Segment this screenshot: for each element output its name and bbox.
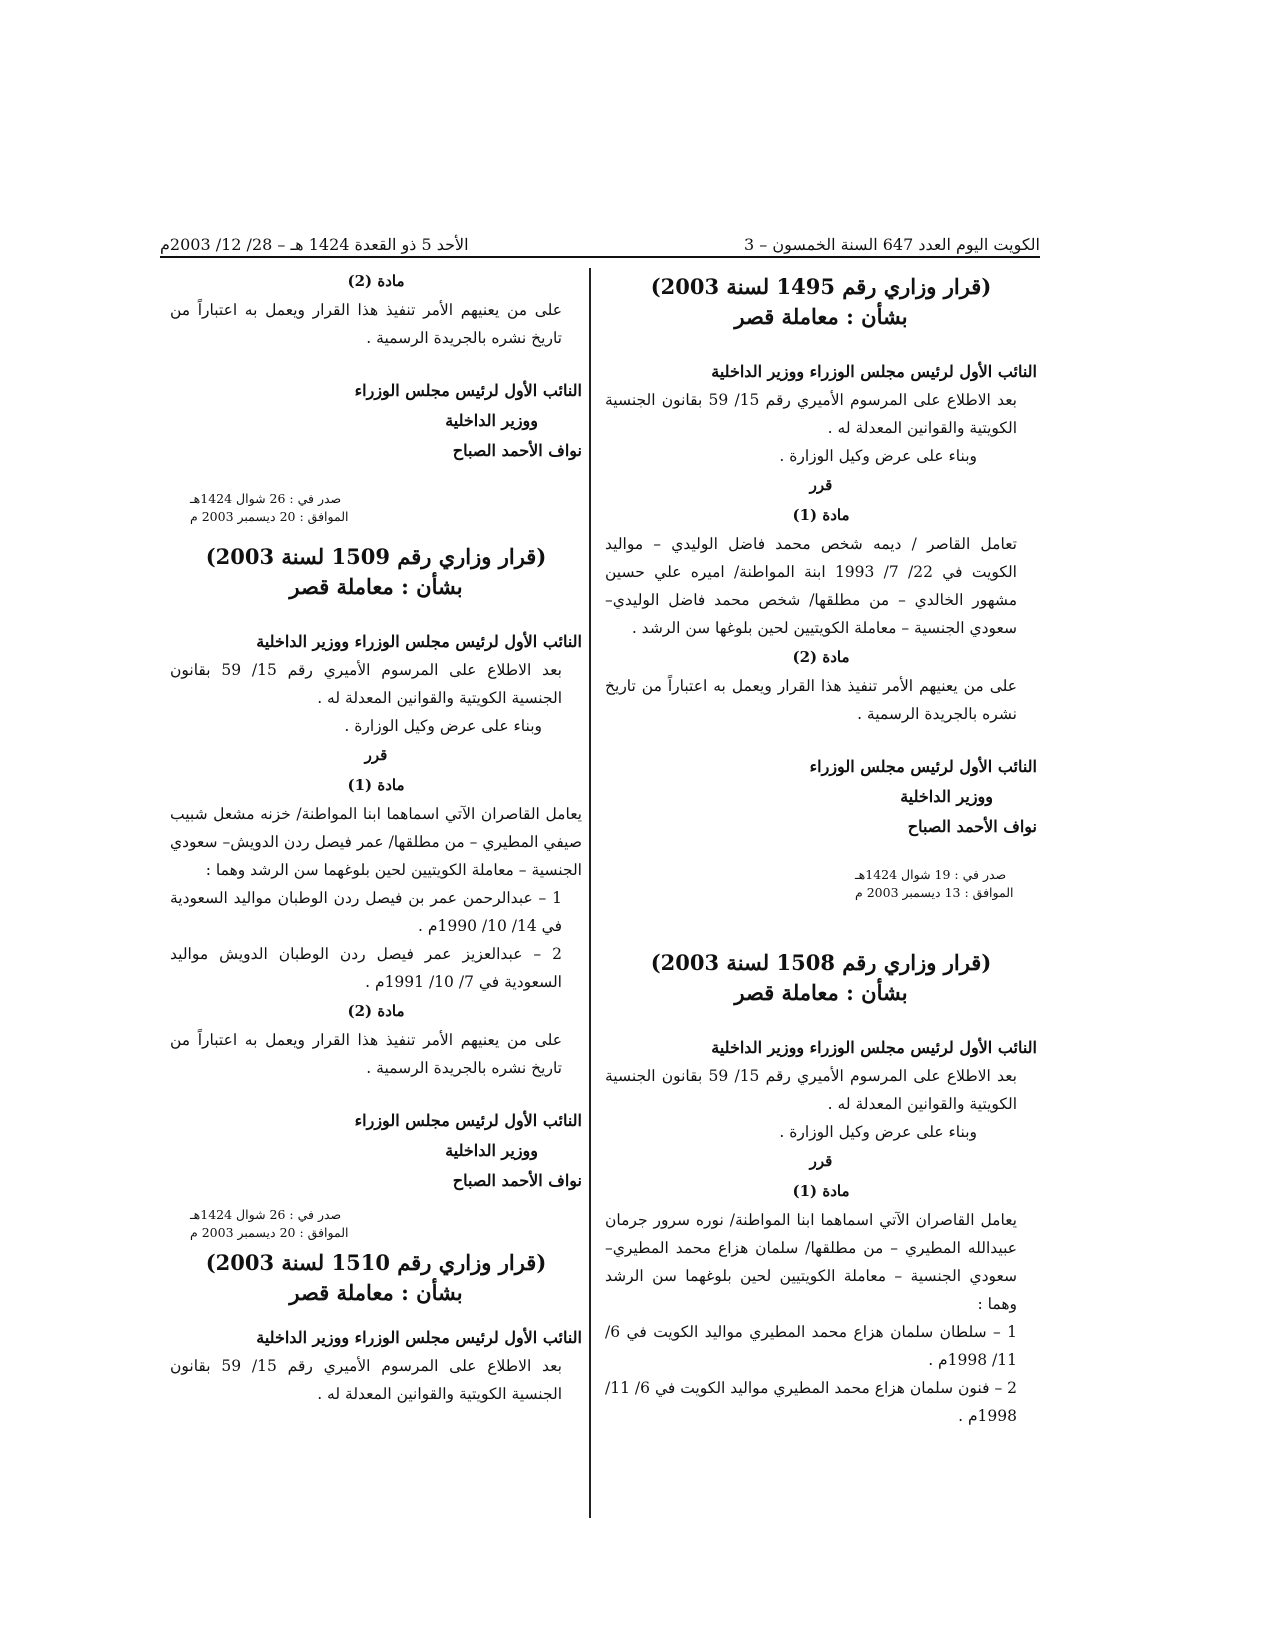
issued-gregorian: الموافق : 20 ديسمبر 2003 م bbox=[190, 509, 349, 524]
decision-1495 bbox=[605, 272, 1037, 902]
article-text: على من يعنيهم الأمر تنفيذ هذا القرار ويعمل به اعتباراً من تاريخ نشره بالجريدة الرسمية . bbox=[170, 301, 562, 347]
decision-authority: النائب الأول لرئيس مجلس الوزراء ووزير الداخلية bbox=[711, 362, 1037, 381]
article-heading: مادة (2) bbox=[792, 648, 850, 666]
decision-1510 bbox=[170, 1248, 582, 1408]
decision-1509 bbox=[170, 542, 582, 1242]
preamble-text: وبناء على عرض وكيل الوزارة . bbox=[779, 1123, 977, 1141]
preamble-text: وبناء على عرض وكيل الوزارة . bbox=[779, 447, 977, 465]
issued-gregorian: الموافق : 20 ديسمبر 2003 م bbox=[190, 1225, 349, 1240]
signature-name: نواف الأحمد الصباح bbox=[452, 1171, 582, 1190]
article-text: يعامل القاصران الآتي اسماهما ابنا المواطنة/ خزنه مشعل شبيب صيفي المطيري – من مطلقها/ عمر فيصل ردن الدويش– سعودي الجنسية – معاملة الكويتيين لحين بلوغهما سن الرشد وهما : bbox=[170, 805, 582, 879]
issued-hijri: صدر في : 26 شوال 1424هـ bbox=[190, 1207, 342, 1222]
article-heading: مادة (1) bbox=[792, 1182, 850, 1200]
article-heading: مادة (2) bbox=[347, 272, 405, 290]
right-column bbox=[605, 266, 1037, 1430]
list-item: 1 – عبدالرحمن عمر بن فيصل ردن الوطبان مواليد السعودية في 14/ 10/ 1990م . bbox=[170, 889, 562, 935]
signature-block bbox=[170, 1106, 582, 1196]
signature-title: النائب الأول لرئيس مجلس الوزراء bbox=[354, 381, 582, 400]
list-item: 2 – فنون سلمان هزاع محمد المطيري مواليد الكويت في 6/ 11/ 1998م . bbox=[605, 1379, 1018, 1425]
header-issue-info: الكويت اليوم العدد 647 السنة الخمسون – 3 bbox=[744, 235, 1040, 254]
article-text: تعامل القاصر / ديمه شخص محمد فاضل الوليدي – مواليد الكويت في 22/ 7/ 1993 ابنة المواطنة/ اميره علي حسين مشهور الخالدي – من مطلقها/ شخص محمد فاضل الوليدي– سعودي الجنسية – معاملة الكويتيين لحين بلوغها سن الرشد . bbox=[605, 535, 1017, 637]
article-heading: مادة (2) bbox=[347, 1002, 405, 1020]
issued-date bbox=[170, 1206, 582, 1242]
decision-1508 bbox=[605, 948, 1037, 1430]
decision-authority: النائب الأول لرئيس مجلس الوزراء ووزير الداخلية bbox=[711, 1038, 1037, 1057]
page-header bbox=[160, 234, 1040, 258]
article-text: يعامل القاصران الآتي اسماهما ابنا المواطنة/ نوره سرور جرمان عبيدالله المطيري – من مطلقها/ سلمان هزاع محمد المطيري– سعودي الجنسية – معاملة الكويتيين لحين بلوغهما سن الرشد وهما : bbox=[605, 1211, 1017, 1313]
article-heading: مادة (1) bbox=[792, 506, 850, 524]
decided-heading: قرر bbox=[809, 476, 833, 494]
issued-date bbox=[605, 866, 1037, 902]
signature-title: ووزير الداخلية bbox=[445, 1141, 538, 1160]
decision-title: (قرار وزاري رقم 1510 لسنة 2003) bbox=[205, 1250, 547, 1275]
signature-block bbox=[170, 376, 582, 466]
signature-name: نواف الأحمد الصباح bbox=[907, 817, 1037, 836]
article-text: على من يعنيهم الأمر تنفيذ هذا القرار ويعمل به اعتباراً من تاريخ نشره بالجريدة الرسمية . bbox=[170, 1031, 562, 1077]
decided-heading: قرر bbox=[364, 746, 388, 764]
signature-name: نواف الأحمد الصباح bbox=[452, 441, 582, 460]
decision-authority: النائب الأول لرئيس مجلس الوزراء ووزير الداخلية bbox=[256, 1328, 582, 1347]
preamble-text: وبناء على عرض وكيل الوزارة . bbox=[344, 717, 542, 735]
signature-block bbox=[605, 752, 1037, 842]
preamble-text: بعد الاطلاع على المرسوم الأميري رقم 15/ 59 بقانون الجنسية الكويتية والقوانين المعدلة له . bbox=[605, 391, 1017, 437]
preamble-text: بعد الاطلاع على المرسوم الأميري رقم 15/ 59 بقانون الجنسية الكويتية والقوانين المعدلة له . bbox=[605, 1067, 1017, 1113]
preamble-text: بعد الاطلاع على المرسوم الأميري رقم 15/ 59 بقانون الجنسية الكويتية والقوانين المعدلة له . bbox=[170, 1357, 562, 1403]
signature-title: النائب الأول لرئيس مجلس الوزراء bbox=[809, 757, 1037, 776]
left-column bbox=[170, 266, 582, 1408]
issued-gregorian: الموافق : 13 ديسمبر 2003 م bbox=[855, 885, 1014, 900]
column-divider bbox=[589, 268, 591, 1518]
decision-subject: بشأن : معاملة قصر bbox=[289, 574, 463, 599]
signature-title: النائب الأول لرئيس مجلس الوزراء bbox=[354, 1111, 582, 1130]
decision-subject: بشأن : معاملة قصر bbox=[289, 1280, 463, 1305]
decision-title: (قرار وزاري رقم 1508 لسنة 2003) bbox=[650, 950, 992, 975]
signature-title: ووزير الداخلية bbox=[445, 411, 538, 430]
issued-hijri: صدر في : 19 شوال 1424هـ bbox=[855, 867, 1007, 882]
decision-title: (قرار وزاري رقم 1495 لسنة 2003) bbox=[650, 274, 992, 299]
issued-hijri: صدر في : 26 شوال 1424هـ bbox=[190, 491, 342, 506]
header-date: الأحد 5 ذو القعدة 1424 هـ – 28/ 12/ 2003م bbox=[160, 235, 469, 254]
list-item: 2 – عبدالعزيز عمر فيصل ردن الوطبان الدويش مواليد السعودية في 7/ 10/ 1991م . bbox=[170, 945, 562, 991]
signature-title: ووزير الداخلية bbox=[900, 787, 993, 806]
decision-subject: بشأن : معاملة قصر bbox=[734, 304, 908, 329]
list-item: 1 – سلطان سلمان هزاع محمد المطيري مواليد الكويت في 6/ 11/ 1998م . bbox=[605, 1323, 1017, 1369]
decision-title: (قرار وزاري رقم 1509 لسنة 2003) bbox=[205, 544, 547, 569]
issued-date bbox=[170, 490, 582, 526]
preamble-text: بعد الاطلاع على المرسوم الأميري رقم 15/ 59 بقانون الجنسية الكويتية والقوانين المعدلة له . bbox=[170, 661, 562, 707]
decision-subject: بشأن : معاملة قصر bbox=[734, 980, 908, 1005]
decision-authority: النائب الأول لرئيس مجلس الوزراء ووزير الداخلية bbox=[256, 632, 582, 651]
decided-heading: قرر bbox=[809, 1152, 833, 1170]
article-heading: مادة (1) bbox=[347, 776, 405, 794]
article-text: على من يعنيهم الأمر تنفيذ هذا القرار ويعمل به اعتباراً من تاريخ نشره بالجريدة الرسمية . bbox=[605, 677, 1017, 723]
decision-1495-continued bbox=[170, 266, 582, 526]
